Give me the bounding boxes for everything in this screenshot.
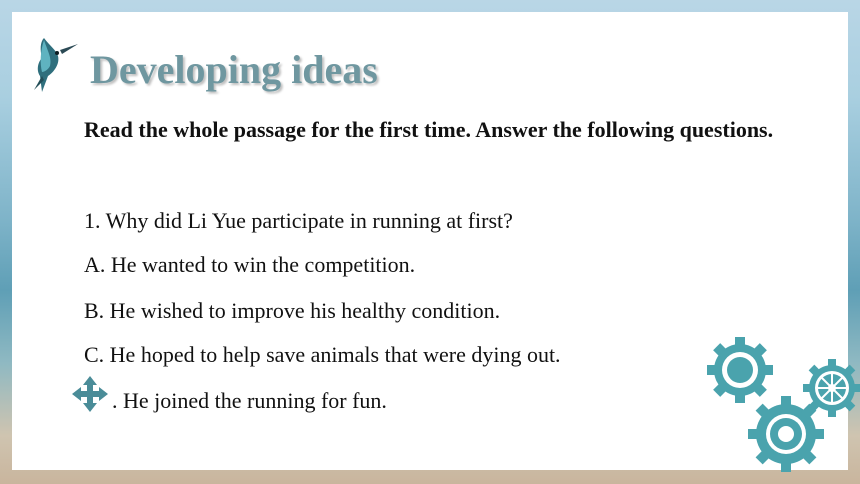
slide-card xyxy=(12,12,848,470)
option-c: C. He hoped to help save animals that were dying out. xyxy=(84,342,561,367)
gears-icon xyxy=(702,332,860,482)
option-a: A. He wanted to win the competition. xyxy=(84,252,416,277)
option-d: . He joined the running for fun. xyxy=(112,388,387,413)
four-arrow-move-icon[interactable] xyxy=(70,374,110,414)
instruction-text: Read the whole passage for the first time. Answer the following questions. xyxy=(84,117,774,142)
question-text: 1. Why did Li Yue participate in running at first? xyxy=(84,208,513,233)
page-title: Developing ideas xyxy=(90,47,378,92)
hummingbird-icon xyxy=(30,32,80,94)
option-b: B. He wished to improve his healthy condition. xyxy=(84,298,501,323)
